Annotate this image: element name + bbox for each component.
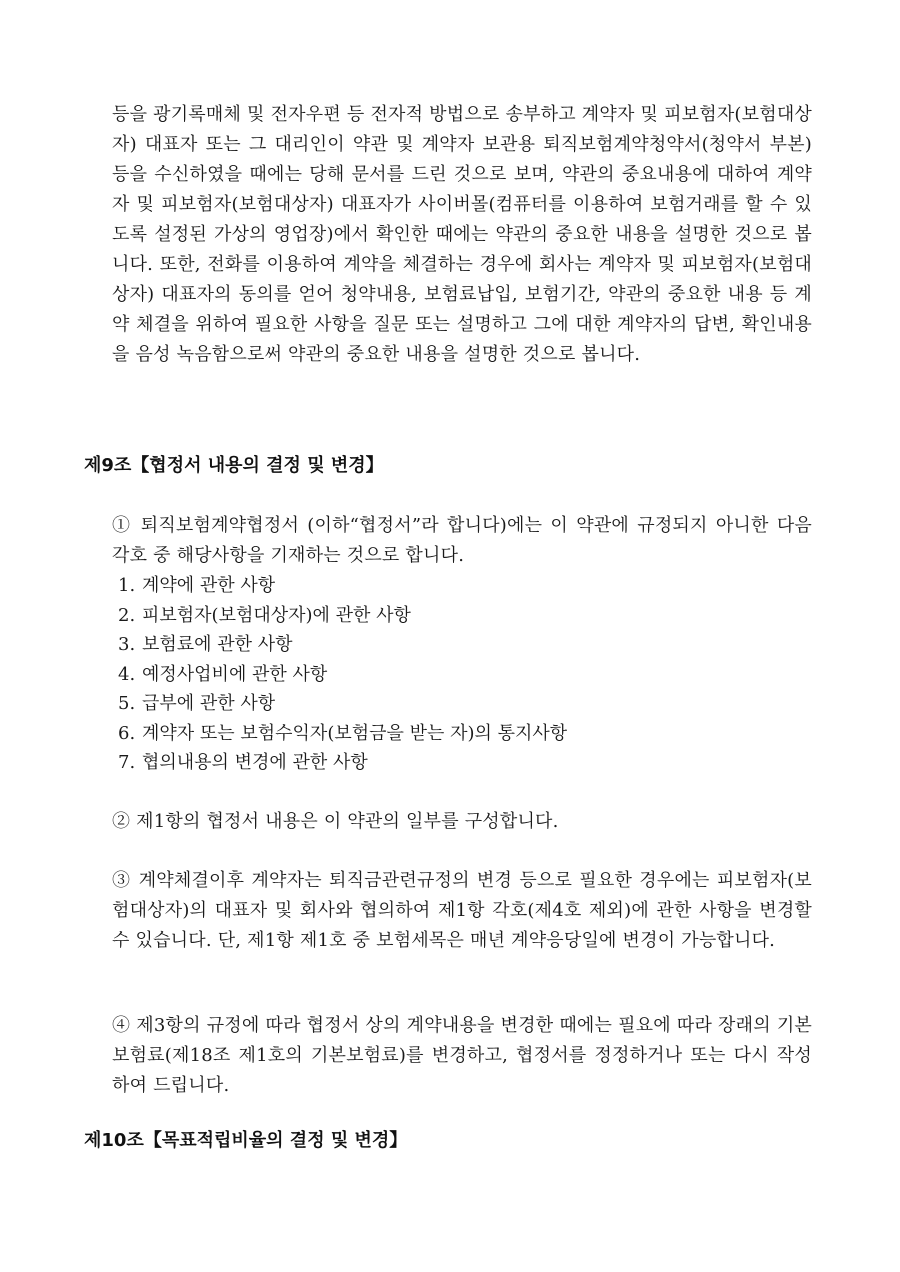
item-number: 6.	[118, 722, 136, 744]
item-text: 급부에 관한 사항	[142, 693, 276, 714]
item-number: 1.	[118, 575, 136, 596]
article-9-paragraph-4: ④ 제3항의 규정에 따라 협정서 상의 계약내용을 변경한 때에는 필요에 따라 장래의 기본보험료(제18조 제1호의 기본보험료)를 변경하고, 협정서를 정정하거나 또는 다시 작성하여 드립니다.	[112, 1015, 812, 1096]
list-item	[118, 630, 808, 660]
item-text: 계약자 또는 보험수익자(보험금을 받는 자)의 통지사항	[142, 722, 568, 744]
list-item	[118, 601, 808, 631]
article-9-paragraph-2: ② 제1항의 협정서 내용은 이 약관의 일부를 구성합니다.	[112, 811, 559, 832]
article-9-item-list	[118, 571, 808, 778]
item-number: 7.	[118, 752, 136, 773]
item-number: 3.	[118, 634, 136, 655]
list-item	[118, 689, 808, 719]
item-number: 2.	[118, 604, 136, 626]
list-item	[118, 719, 808, 749]
item-text: 피보험자(보험대상자)에 관한 사항	[142, 604, 411, 626]
article-9-paragraph-1: ① 퇴직보험계약협정서 (이하“협정서”라 합니다)에는 이 약관에 규정되지 아니한 다음 각호 중 해당사항을 기재하는 것으로 합니다.	[112, 515, 812, 566]
article-9-heading: 제9조【협정서 내용의 결정 및 변경】	[84, 455, 384, 476]
item-number: 4.	[118, 663, 136, 685]
list-item	[118, 660, 808, 690]
list-item	[118, 571, 808, 601]
article-9-paragraph-3: ③ 계약체결이후 계약자는 퇴직금관련규정의 변경 등으로 필요한 경우에는 피보험자(보험대상자)의 대표자 및 회사와 협의하여 제1항 각호(제4호 제외)에 관한 사항을 변경할 수 있습니다. 단, 제1항 제1호 중 보험세목은 매년 계약응당일에 변경이 가능합니다.	[112, 870, 812, 951]
list-item	[118, 748, 808, 778]
article-10-heading: 제10조【목표적립비율의 결정 및 변경】	[84, 1130, 408, 1151]
item-text: 협의내용의 변경에 관한 사항	[142, 752, 368, 773]
item-number: 5.	[118, 693, 136, 714]
item-text: 보험료에 관한 사항	[142, 634, 293, 655]
intro-paragraph: 등을 광기록매체 및 전자우편 등 전자적 방법으로 송부하고 계약자 및 피보험자(보험대상자) 대표자 또는 그 대리인이 약관 및 계약자 보관용 퇴직보험계약청약서(청약서 부본) 등을 수신하였을 때에는 당해 문서를 드린 것으로 보며, 약관의 중요내용에 대하여 계약자 및 피보험자(보험대상자) 대표자가 사이버몰(컴퓨터를 이용하여 보험거래를 할 수 있도록 설정된 가상의 영업장)에서 확인한 때에는 약관의 중요한 내용을 설명한 것으로 봅니다. 또한, 전화를 이용하여 계약을 체결하는 경우에 회사는 계약자 및 피보험자(보험대상자) 대표자의 동의를 얻어 청약내용, 보험료납입, 보험기간, 약관의 중요한 내용 등 계약 체결을 위하여 필요한 사항을 질문 또는 설명하고 그에 대한 계약자의 답변, 확인내용을 음성 녹음함으로써 약관의 중요한 내용을 설명한 것으로 봅니다.	[112, 104, 812, 365]
item-text: 계약에 관한 사항	[142, 575, 276, 596]
item-text: 예정사업비에 관한 사항	[142, 663, 328, 685]
